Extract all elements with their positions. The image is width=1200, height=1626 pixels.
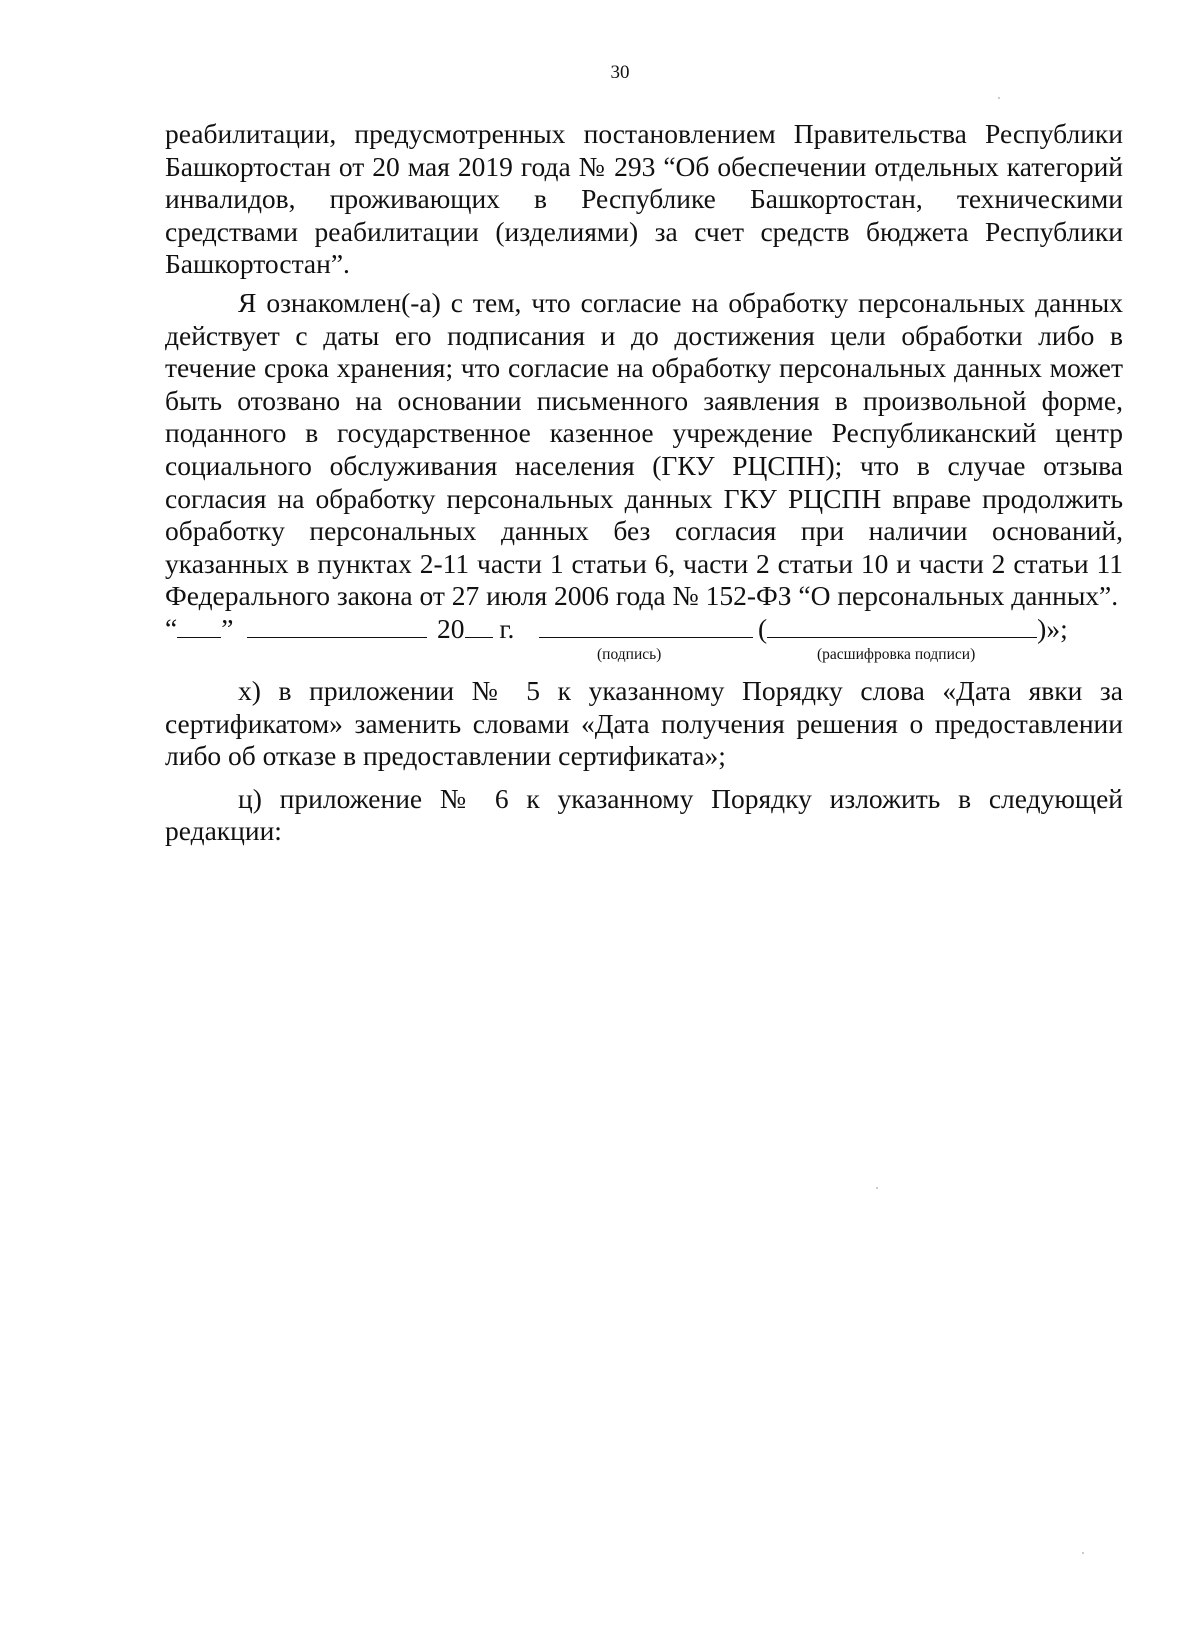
- paragraph-consent-acknowledgement: Я ознакомлен(-а) с тем, что согласие на обработку персональных данных действует с даты его подписания и до достижения цели обработки либо в течение срока хранения; что согласие на обработку персональных данных может быть отозвано на основании письменного заявления в произвольной форме, поданного в государственное казенное учреждение Республиканский центр социального обслуживания населения (ГКУ РЦСПН); что в случае отзыва согласия на обработку персональных данных ГКУ РЦСПН вправе продолжить обработку персональных данных без согласия при наличии оснований, указанных в пунктах 2-11 части 1 статьи 6, части 2 статьи 10 и части 2 статьи 11 Федерального закона от 27 июля 2006 года № 152-ФЗ “О персональных данных”.: [165, 286, 1123, 612]
- paragraph-item-kh: х) в приложении № 5 к указанному Порядку слова «Дата явки за сертификатом» заменить словами «Дата получения решения о предоставлении либо об отказе в предоставлении сертификата»;: [165, 674, 1123, 772]
- date-day-field: [165, 613, 233, 645]
- year-blank: [465, 613, 493, 638]
- year-suffix: г.: [499, 612, 515, 644]
- closing-marks: )»;: [1037, 612, 1068, 644]
- paren-open: (: [758, 612, 768, 644]
- month-blank: [247, 613, 427, 638]
- paragraph-rehabilitation-reference: реабилитации, предусмотренных постановлением Правительства Республики Башкортостан от 20 мая 2019 года № 293 “Об обеспечении отдельных категорий инвалидов, проживающих в Республике Башкортостан, техническими средствами реабилитации (изделиями) за счет средств бюджета Республики Башкортостан”.: [165, 118, 1123, 280]
- close-quote: ”: [221, 612, 234, 644]
- document-body: [165, 118, 1123, 848]
- signature-blank: [539, 613, 753, 638]
- signature-decoding-field: [758, 613, 1068, 645]
- paragraph-item-ts: ц) приложение № 6 к указанному Порядку изложить в следующей редакции:: [165, 782, 1123, 847]
- signature-line: [165, 613, 1123, 675]
- page-number: 30: [610, 62, 630, 83]
- scan-speck: [1082, 1552, 1084, 1554]
- date-year-field: [437, 613, 514, 645]
- caption-signature: (подпись): [597, 645, 662, 663]
- open-quote: “: [165, 612, 178, 644]
- caption-signature-decoding: (расшифровка подписи): [817, 645, 976, 663]
- decoding-blank: [767, 613, 1037, 638]
- year-prefix: 20: [437, 612, 465, 644]
- day-blank: [177, 613, 221, 638]
- signature-field: [539, 613, 753, 645]
- scan-speck: [998, 97, 1000, 99]
- scan-speck: [876, 1187, 878, 1189]
- date-month-field: [247, 613, 427, 645]
